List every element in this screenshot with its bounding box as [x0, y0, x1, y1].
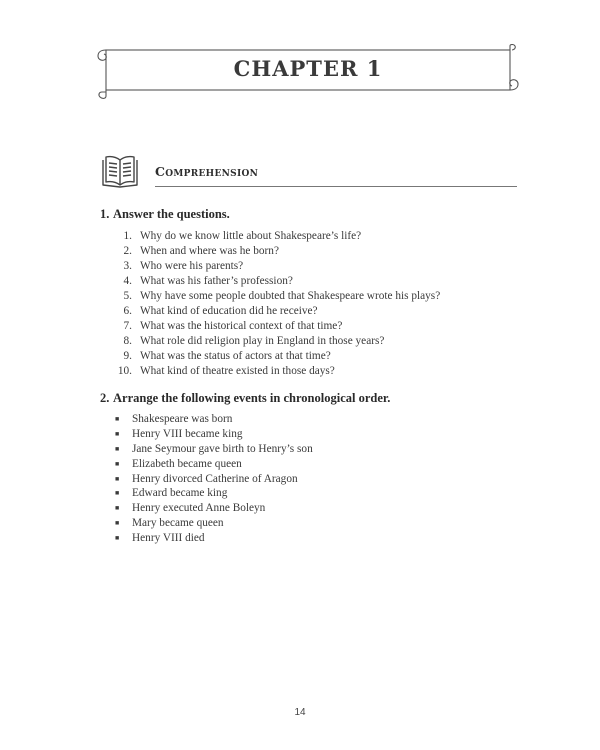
item-number: 3.: [123, 260, 132, 272]
item-number: 4.: [123, 275, 132, 287]
list-item: [108, 364, 440, 379]
bullet-icon: ■: [115, 459, 120, 468]
list-item: [108, 304, 440, 319]
list-item: [115, 486, 313, 501]
bullet-icon: ■: [115, 474, 120, 483]
question-1-number: 1.: [100, 207, 110, 221]
list-item: [108, 259, 440, 274]
item-text: Henry divorced Catherine of Aragon: [132, 472, 298, 485]
list-item: [115, 457, 313, 472]
item-text: Mary became queen: [132, 517, 224, 530]
item-text: Henry VIII became king: [132, 427, 243, 440]
chapter-banner: [96, 44, 520, 100]
list-item: [108, 349, 440, 364]
item-text: What was his father’s profession?: [140, 275, 293, 287]
list-item: [115, 516, 313, 531]
item-text: When and where was he born?: [140, 245, 279, 257]
item-text: Elizabeth became queen: [132, 457, 242, 470]
item-text: What kind of theatre existed in those days?: [140, 365, 335, 377]
list-item: [115, 412, 313, 427]
question-1-heading: [100, 207, 230, 222]
question-2-heading: [100, 391, 390, 406]
list-item: [115, 442, 313, 457]
bullet-icon: ■: [115, 519, 120, 528]
item-text: Edward became king: [132, 487, 228, 500]
question-2-text: Arrange the following events in chronological order.: [113, 391, 391, 405]
item-text: What role did religion play in England in those years?: [140, 335, 385, 347]
list-item: [108, 229, 440, 244]
item-number: 2.: [123, 245, 132, 257]
item-text: Why have some people doubted that Shakespeare wrote his plays?: [140, 290, 441, 302]
item-text: Why do we know little about Shakespeare’s life?: [140, 230, 362, 242]
item-number: 6.: [123, 305, 132, 317]
item-text: Shakespeare was born: [132, 413, 233, 425]
list-item: [108, 319, 440, 334]
bullet-icon: ■: [115, 534, 120, 543]
bullet-icon: ■: [115, 489, 120, 498]
list-item: [115, 427, 313, 442]
bullet-icon: ■: [115, 415, 120, 423]
chapter-title: CHAPTER 1: [233, 56, 383, 81]
bullet-icon: ■: [115, 429, 120, 438]
question-list: [108, 229, 440, 379]
item-text: What kind of education did he receive?: [140, 305, 318, 317]
item-text: Henry VIII died: [132, 532, 205, 545]
section-title: Comprehension: [155, 164, 259, 179]
list-item: [108, 244, 440, 259]
open-book-icon: [100, 154, 140, 190]
question-2-number: 2.: [100, 391, 110, 405]
bullet-icon: ■: [115, 504, 120, 513]
page-number: 14: [294, 707, 306, 718]
section-divider: [155, 186, 517, 187]
item-number: 7.: [123, 320, 132, 332]
item-number: 10.: [117, 365, 132, 377]
item-text: What was the status of actors at that time?: [140, 350, 331, 362]
item-number: 9.: [123, 350, 132, 362]
list-item: [115, 531, 313, 546]
question-1-text: Answer the questions.: [113, 207, 230, 221]
item-text: What was the historical context of that time?: [140, 320, 343, 332]
list-item: [108, 334, 440, 349]
event-list: [115, 412, 313, 546]
bullet-icon: ■: [115, 444, 120, 453]
item-number: 8.: [123, 335, 132, 347]
list-item: [108, 289, 440, 304]
item-number: 1.: [123, 230, 132, 242]
item-text: Henry executed Anne Boleyn: [132, 502, 266, 515]
item-text: Jane Seymour gave birth to Henry’s son: [132, 442, 313, 455]
item-number: 5.: [123, 290, 132, 302]
list-item: [108, 274, 440, 289]
section-header: [100, 154, 520, 194]
list-item: [115, 501, 313, 516]
item-text: Who were his parents?: [140, 260, 244, 272]
list-item: [115, 472, 313, 487]
